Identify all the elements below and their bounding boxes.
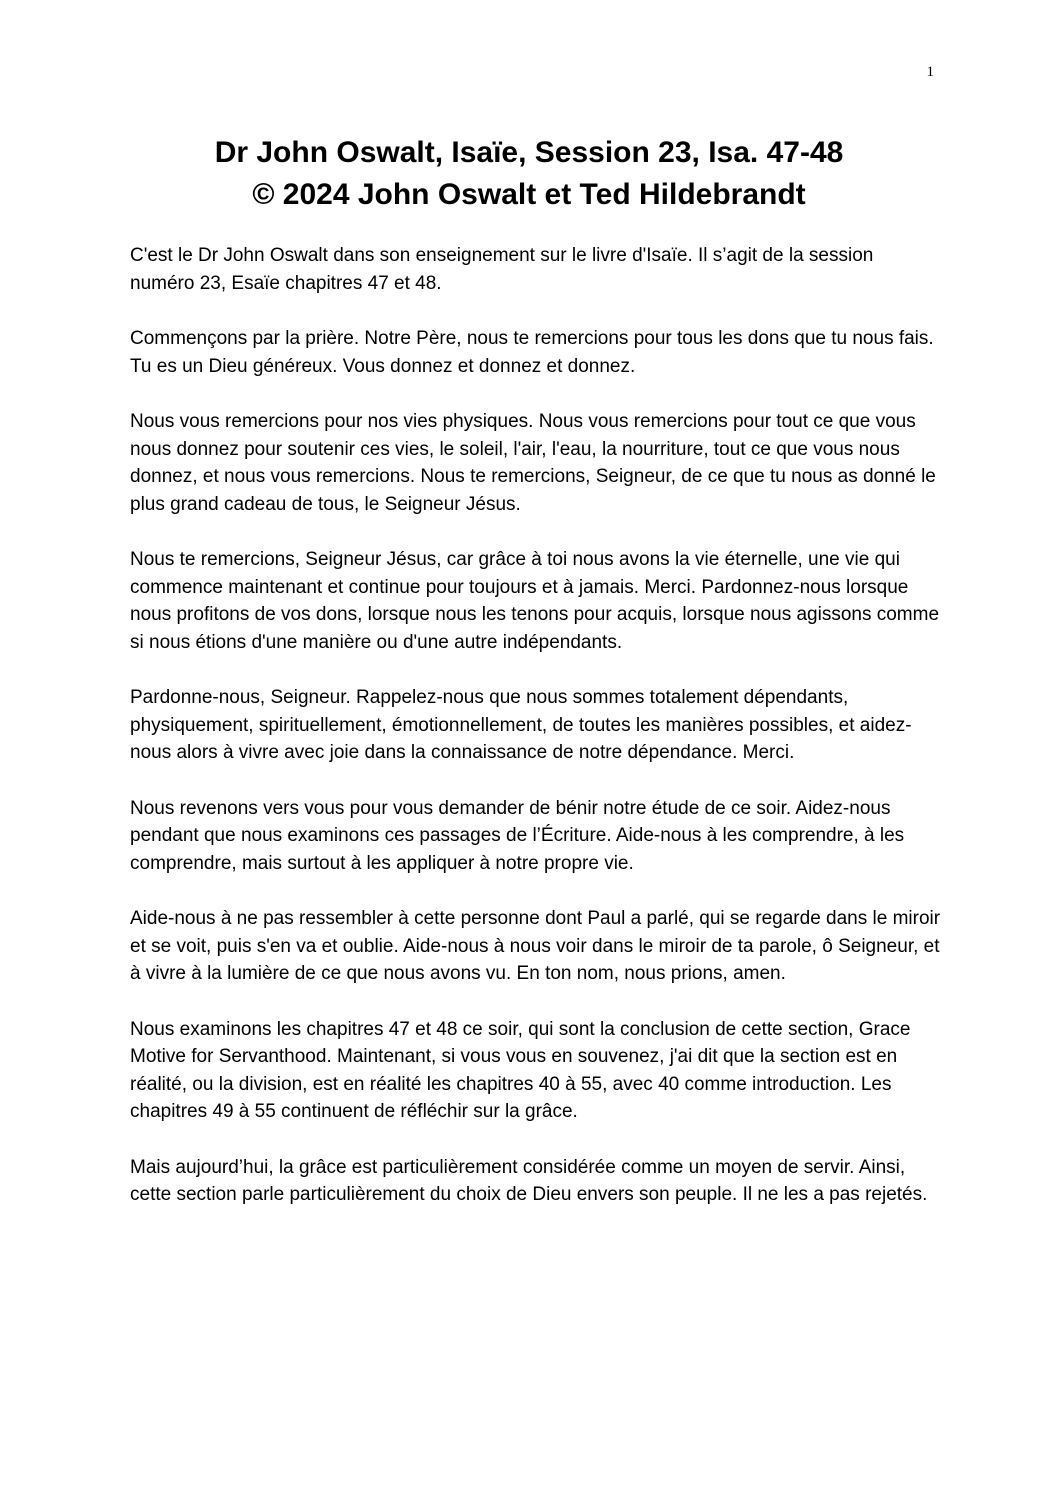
document-title [0,132,1058,216]
page-number: 1 [926,64,934,80]
paragraph: Commençons par la prière. Notre Père, nous te remercions pour tous les dons que tu nous fais. Tu es un Dieu généreux. Vous donnez et donnez et donnez. [130,328,934,377]
paragraph: Pardonne-nous, Seigneur. Rappelez-nous que nous sommes totalement dépendants, physiquement, spirituellement, émotionnellement, de toutes les manières possibles, et aidez-nous alors à vivre avec joie dans la connaissance de notre dépendance. Merci. [130,687,912,763]
paragraph: Nous te remercions, Seigneur Jésus, car grâce à toi nous avons la vie éternelle, une vie qui commence maintenant et continue pour toujours et à jamais. Merci. Pardonnez-nous lorsque nous profitons de vos dons, lorsque nous les tenons pour acquis, lorsque nous agissons comme si nous étions d'une manière ou d'une autre indépendants. [130,549,940,653]
paragraph: C'est le Dr John Oswalt dans son enseignement sur le livre d'Isaïe. Il s’agit de la session numéro 23, Esaïe chapitres 47 et 48. [130,245,874,294]
paragraph: Nous vous remercions pour nos vies physiques. Nous vous remercions pour tout ce que vous nous donnez pour soutenir ces vies, le soleil, l'air, l'eau, la nourriture, tout ce que vous nous donnez, et nous vous remercions. Nous te remercions, Seigneur, de ce que tu nous as donné le plus grand cadeau de tous, le Seigneur Jésus. [130,411,936,515]
title-line-1: Dr John Oswalt, Isaïe, Session 23, Isa. 47-48 [214,136,844,169]
paragraph: Nous revenons vers vous pour vous demander de bénir notre étude de ce soir. Aidez-nous pendant que nous examinons ces passages de l’Écriture. Aide-nous à les comprendre, à les comprendre, mais surtout à les appliquer à notre propre vie. [130,797,905,874]
paragraph: Aide-nous à ne pas ressembler à cette personne dont Paul a parlé, qui se regarde dans le miroir et se voit, puis s'en va et oublie. Aide-nous à nous voir dans le miroir de ta parole, ô Seigneur, et à vivre à la lumière de ce que nous avons vu. En ton nom, nous prions, amen. [130,908,941,984]
paragraph: Mais aujourd’hui, la grâce est particulièrement considérée comme un moyen de servir. Ainsi, cette section parle particulièrement du choix de Dieu envers son peuple. Il ne les a pas rejetés. [130,1156,928,1205]
title-line-2: © 2024 John Oswalt et Ted Hildebrandt [252,178,806,211]
document-body [130,242,942,1237]
paragraph: Nous examinons les chapitres 47 et 48 ce soir, qui sont la conclusion de cette section, Grace Motive for Servanthood. Maintenant, si vous vous en souvenez, j'ai dit que la section est en réalité, ou la division, est en réalité les chapitres 40 à 55, avec 40 comme introduction. Les chapitres 49 à 55 continuent de réfléchir sur la grâce. [130,1018,911,1122]
